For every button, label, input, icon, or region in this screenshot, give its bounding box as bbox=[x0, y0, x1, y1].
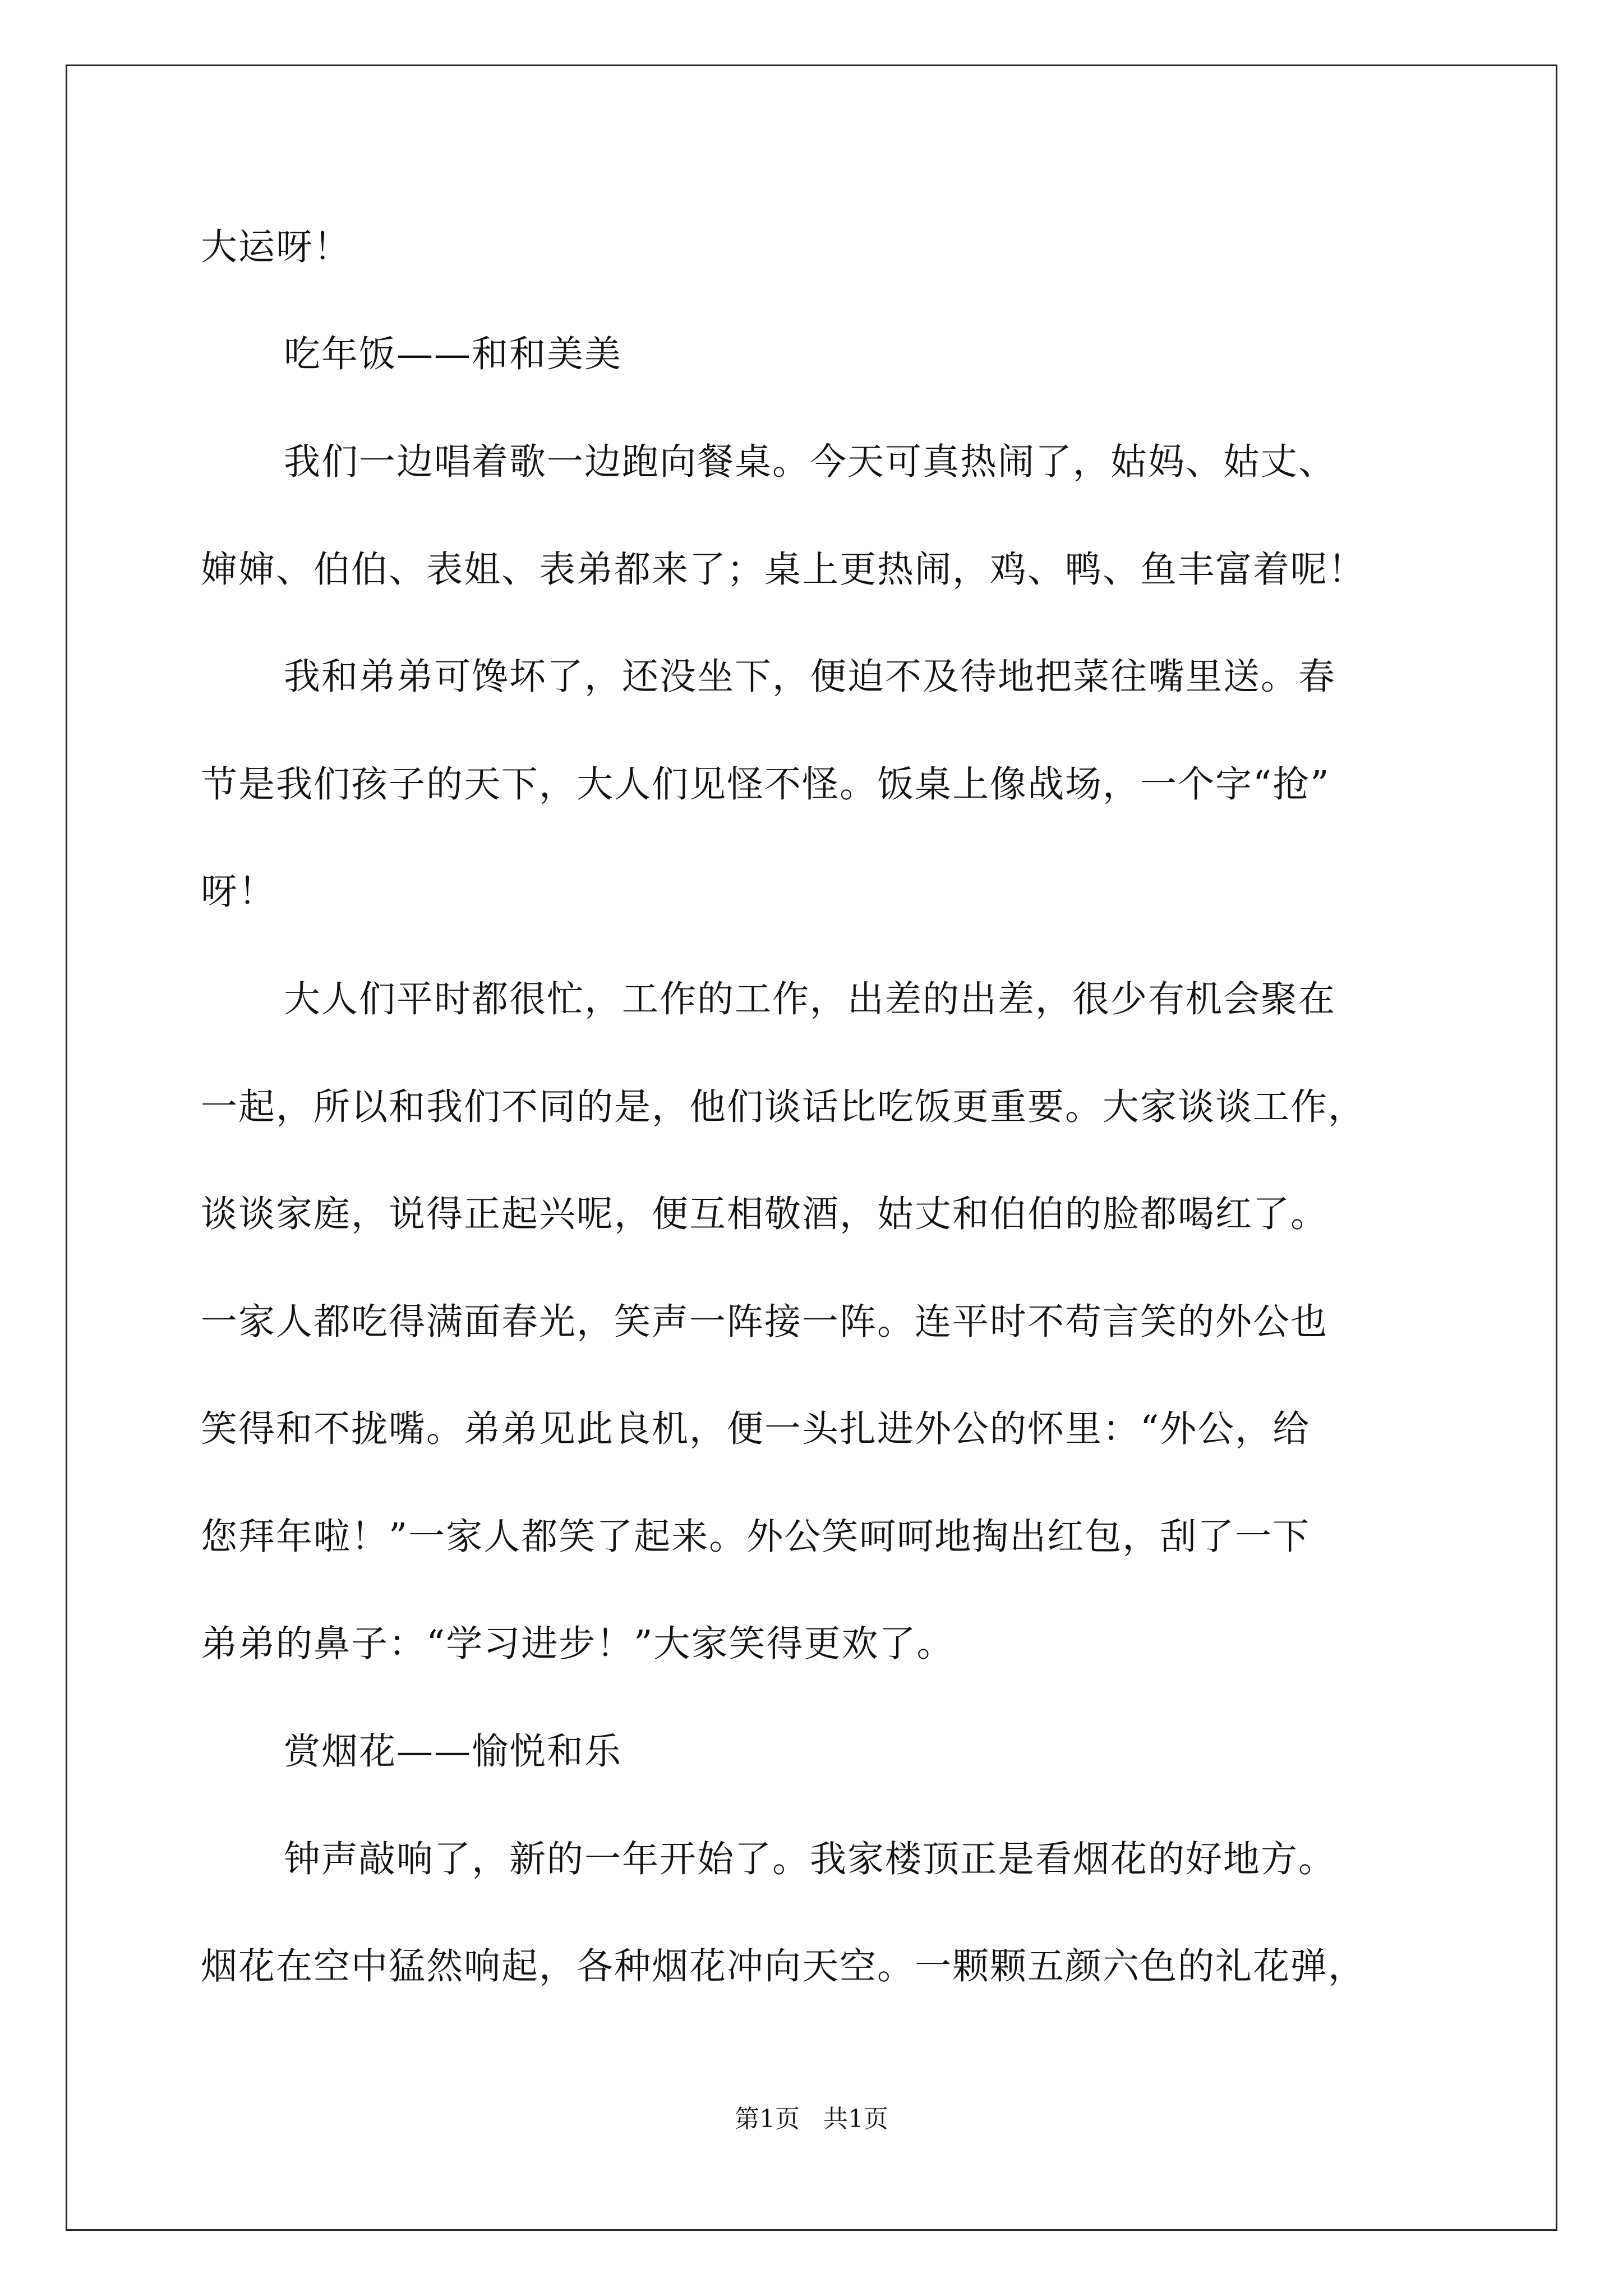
body-text-line: 弟弟的鼻子：“学习进步！”大家笑得更欢了。 bbox=[201, 1623, 955, 1665]
body-text-line: 一家人都吃得满面春光，笑声一阵接一阵。连平时不苟言笑的外公也 bbox=[201, 1301, 1329, 1343]
body-text-line: 我们一边唱着歌一边跑向餐桌。今天可真热闹了，姑妈、姑丈、 bbox=[284, 441, 1336, 483]
body-text-line: 烟花在空中猛然响起，各种烟花冲向天空。一颗颗五颜六色的礼花弹， bbox=[201, 1945, 1366, 1987]
body-text-line: 笑得和不拢嘴。弟弟见此良机，便一头扎进外公的怀里：“外公，给 bbox=[201, 1408, 1311, 1450]
page-footer: 第1页 共1页 bbox=[735, 2105, 888, 2133]
body-text-line: 节是我们孩子的天下，大人们见怪不怪。饭桌上像战场，一个字“抢” bbox=[201, 763, 1330, 806]
body-text-line: 大人们平时都很忙，工作的工作，出差的出差，很少有机会聚在 bbox=[284, 978, 1336, 1020]
body-text-line: 谈谈家庭，说得正起兴呢，便互相敬酒，姑丈和伯伯的脸都喝红了。 bbox=[201, 1193, 1329, 1235]
body-text-line: 婶婶、伯伯、表姐、表弟都来了；桌上更热闹，鸡、鸭、鱼丰富着呢！ bbox=[201, 549, 1366, 591]
body-text-line: 一起，所以和我们不同的是，他们谈话比吃饭更重要。大家谈谈工作， bbox=[201, 1086, 1366, 1128]
body-text-line: 呀！ bbox=[201, 871, 276, 913]
page-border bbox=[66, 65, 1557, 2231]
section-heading: 吃年饭——和和美美 bbox=[284, 333, 623, 375]
body-text-line: 我和弟弟可馋坏了，还没坐下，便迫不及待地把菜往嘴里送。春 bbox=[284, 656, 1336, 698]
body-text-line: 大运呀！ bbox=[201, 226, 352, 268]
body-text-line: 钟声敲响了，新的一年开始了。我家楼顶正是看烟花的好地方。 bbox=[284, 1838, 1336, 1880]
section-heading: 赏烟花——愉悦和乐 bbox=[284, 1731, 623, 1773]
body-text-line: 您拜年啦！”一家人都笑了起来。外公笑呵呵地掏出红包，刮了一下 bbox=[201, 1516, 1311, 1558]
